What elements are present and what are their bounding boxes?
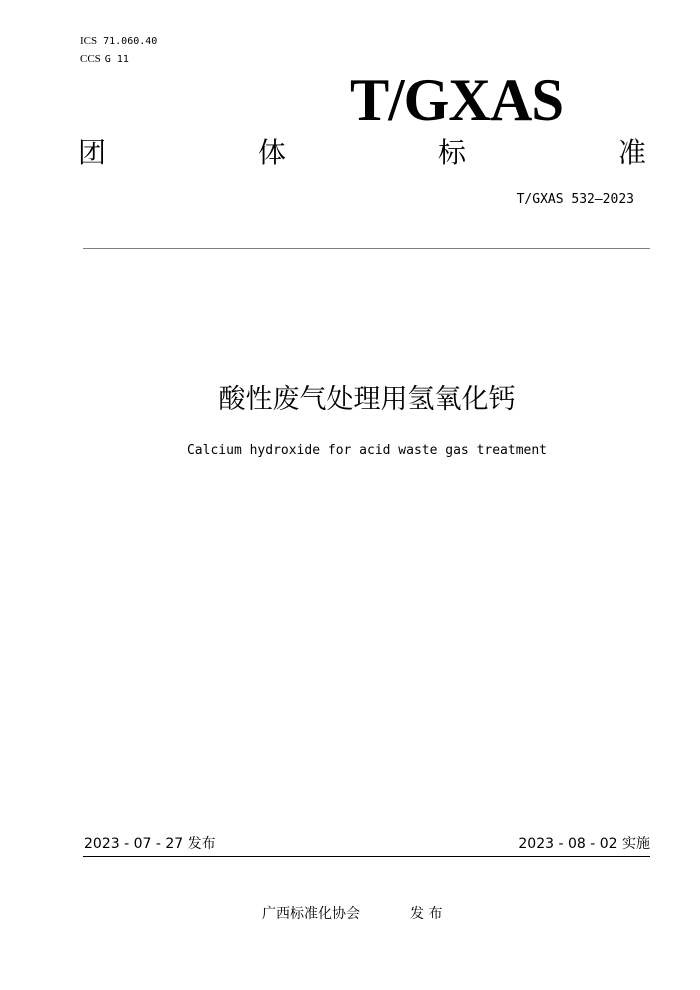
standard-type bbox=[78, 135, 646, 171]
release-date: 2023 - 07 - 27 发布 bbox=[84, 836, 216, 852]
top-divider bbox=[83, 248, 650, 249]
title-chinese: 酸性废气处理用氢氧化钙 bbox=[218, 384, 516, 415]
ccs-value: G 11 bbox=[104, 54, 129, 65]
standard-number: T/GXAS 532—2023 bbox=[516, 192, 634, 207]
ccs-code bbox=[80, 53, 129, 66]
publisher-name: 广西标准化协会 bbox=[262, 906, 360, 922]
standard-type-char: 体 bbox=[257, 136, 286, 169]
publish-action: 发 布 bbox=[410, 906, 443, 922]
standard-type-char: 团 bbox=[78, 136, 107, 169]
standard-type-char: 准 bbox=[617, 136, 646, 169]
title-english: Calcium hydroxide for acid waste gas treatment bbox=[186, 443, 548, 458]
ics-code bbox=[80, 35, 157, 48]
implementation-date: 2023 - 08 - 02 实施 bbox=[518, 836, 650, 852]
standard-logo: T/GXAS bbox=[350, 67, 564, 133]
ics-value: 71.060.40 bbox=[103, 36, 158, 47]
standard-type-char: 标 bbox=[437, 136, 466, 169]
ccs-label: CCS bbox=[80, 53, 101, 65]
bottom-divider bbox=[83, 856, 650, 857]
ics-label: ICS bbox=[80, 35, 98, 47]
